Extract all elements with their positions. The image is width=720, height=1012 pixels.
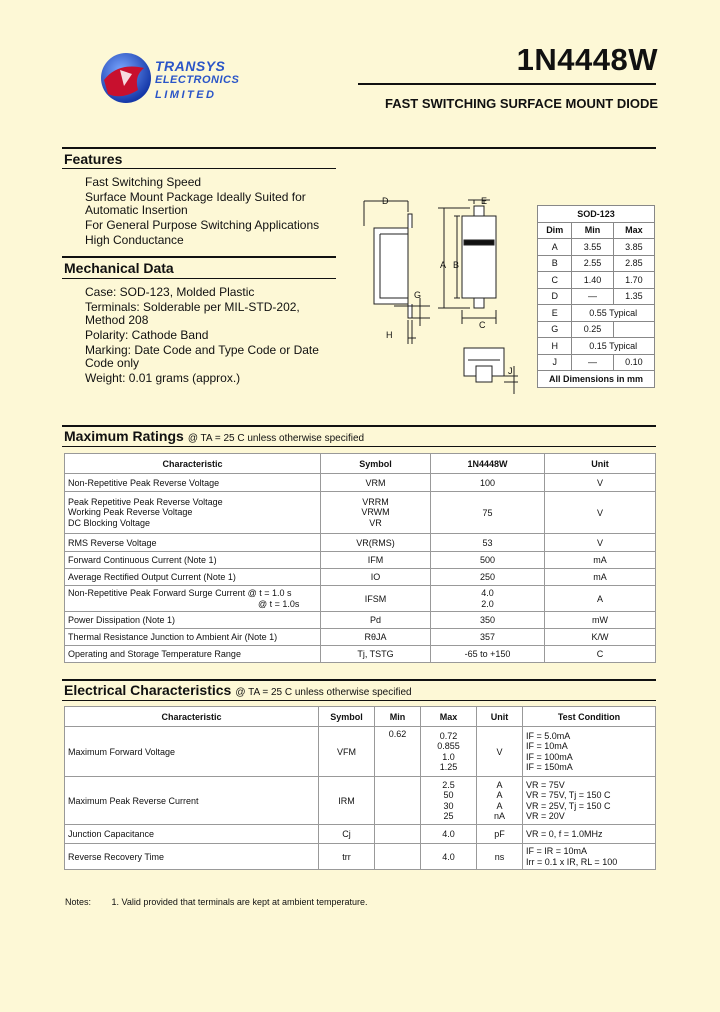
mechanical-item: Weight: 0.01 grams (approx.)	[85, 371, 241, 385]
mechanical-item: Case: SOD-123, Molded Plastic	[85, 285, 255, 299]
feature-item: High Conductance	[85, 233, 184, 247]
dim-row: B 2.55 2.85	[538, 255, 655, 272]
ratings-rule	[62, 425, 656, 427]
company-name-line2: ELECTRONICS	[155, 74, 240, 86]
dim-label-a: A	[440, 260, 447, 270]
mechanical-underline	[62, 278, 336, 279]
table-row: Peak Repetitive Peak Reverse Voltage Working Peak Reverse Voltage DC Blocking Voltage VRRM VRWM VR 75 V	[65, 492, 656, 534]
mechanical-item: Marking: Date Code and Type Code or Date Code only	[85, 343, 319, 370]
table-row: Non-Repetitive Peak Forward Surge Current @ t = 1.0 s @ t = 1.0s IFSM 4.0 2.0 A	[65, 586, 656, 612]
dim-row: J — 0.10	[538, 354, 655, 371]
part-number: 1N4448W	[516, 42, 658, 77]
col-header: Characteristic	[65, 454, 321, 474]
elec-underline	[62, 700, 656, 701]
dim-table-header: Min	[572, 222, 613, 239]
dim-label-h: H	[386, 330, 393, 340]
table-row: Power Dissipation (Note 1) Pd 350 mW	[65, 612, 656, 629]
dim-row: H 0.15 Typical	[538, 338, 655, 355]
company-name-line3: LIMITED	[155, 89, 217, 101]
mechanical-rule	[62, 256, 336, 258]
package-outline-diagram	[350, 188, 532, 410]
top-view-body	[462, 216, 496, 298]
dim-table-package: SOD-123	[538, 206, 655, 223]
table-row: RMS Reverse Voltage VR(RMS) 53 V	[65, 534, 656, 552]
table-row: Junction Capacitance Cj 4.0 pF VR = 0, f = 1.0MHz	[65, 825, 656, 844]
dim-label-d: D	[382, 196, 389, 206]
dim-label-j: J	[508, 366, 513, 376]
col-header: Min	[375, 707, 421, 727]
company-logo	[98, 50, 160, 106]
elec-rule	[62, 679, 656, 681]
cathode-band	[464, 240, 494, 245]
mechanical-list	[85, 286, 335, 387]
ratings-note: @ TA = 25 C unless otherwise specified	[187, 433, 365, 444]
feature-item: Surface Mount Package Ideally Suited for Automatic Insertion	[85, 190, 306, 217]
table-row: Maximum Forward Voltage VFM 0.62 0.72 0.855 1.0 1.25 V IF = 5.0mA IF = 10mA IF = 100mA IF = 150mA	[65, 727, 656, 777]
company-name-line1: TRANSYS	[155, 58, 226, 74]
part-description: FAST SWITCHING SURFACE MOUNT DIODE	[385, 96, 658, 111]
dim-table-footer: All Dimensions in mm	[538, 371, 655, 388]
col-header: 1N4448W	[431, 454, 545, 474]
table-row: Average Rectified Output Current (Note 1) IO 250 mA	[65, 569, 656, 586]
dim-row: E 0.55 Typical	[538, 305, 655, 322]
col-header: Characteristic	[65, 707, 319, 727]
elec-note: @ TA = 25 C unless otherwise specified	[235, 687, 412, 698]
elec-title-wrap	[64, 682, 412, 698]
col-header: Unit	[477, 707, 523, 727]
notes-label: Notes:	[65, 897, 92, 907]
ratings-underline	[62, 446, 656, 447]
features-title: Features	[64, 151, 123, 167]
table-row: Reverse Recovery Time trr 4.0 ns IF = IR = 10mA Irr = 0.1 x IR, RL = 100	[65, 844, 656, 870]
ratings-title-wrap	[64, 428, 364, 444]
side-view-body	[374, 228, 408, 304]
electrical-table	[64, 706, 656, 870]
max-ratings-table	[64, 453, 656, 663]
dim-row: C 1.40 1.70	[538, 272, 655, 289]
notes	[65, 897, 368, 907]
col-header: Max	[421, 707, 477, 727]
mechanical-item: Polarity: Cathode Band	[85, 328, 209, 342]
feature-item: For General Purpose Switching Applications	[85, 218, 320, 232]
dim-label-e: E	[481, 196, 488, 206]
table-row: Maximum Peak Reverse Current IRM 2.5 50 30 25 A A A nA VR = 75V VR = 75V, Tj = 150 C VR = 25V, Tj = 150 C VR = 20V	[65, 777, 656, 825]
dim-label-g: G	[414, 290, 422, 300]
mechanical-item: Terminals: Solderable per MIL-STD-202, Method 208	[85, 300, 300, 327]
feature-item: Fast Switching Speed	[85, 175, 202, 189]
dim-row: A 3.55 3.85	[538, 239, 655, 256]
features-underline	[62, 168, 336, 169]
ratings-title: Maximum Ratings	[64, 428, 184, 444]
mechanical-title: Mechanical Data	[64, 260, 174, 276]
features-rule	[62, 147, 656, 149]
elec-title: Electrical Characteristics	[64, 682, 232, 698]
dim-label-b: B	[453, 260, 460, 270]
header-rule	[358, 83, 656, 85]
table-row: Thermal Resistance Junction to Ambient Air (Note 1) RθJA 357 K/W	[65, 629, 656, 646]
dim-table-header: Dim	[538, 222, 572, 239]
table-row: Non-Repetitive Peak Reverse Voltage VRM 100 V	[65, 474, 656, 492]
notes-text: 1. Valid provided that terminals are kept at ambient temperature.	[111, 897, 368, 907]
table-row: Operating and Storage Temperature Range Tj, TSTG -65 to +150 C	[65, 646, 656, 663]
dimension-table	[537, 205, 655, 388]
col-header: Symbol	[319, 707, 375, 727]
dim-row: G 0.25	[538, 321, 655, 338]
col-header: Test Condition	[523, 707, 656, 727]
col-header: Symbol	[321, 454, 431, 474]
col-header: Unit	[545, 454, 656, 474]
dim-label-c: C	[479, 320, 486, 330]
dim-row: D — 1.35	[538, 288, 655, 305]
features-list	[85, 176, 335, 249]
dim-table-header: Max	[613, 222, 654, 239]
table-row: Forward Continuous Current (Note 1) IFM 500 mA	[65, 552, 656, 569]
